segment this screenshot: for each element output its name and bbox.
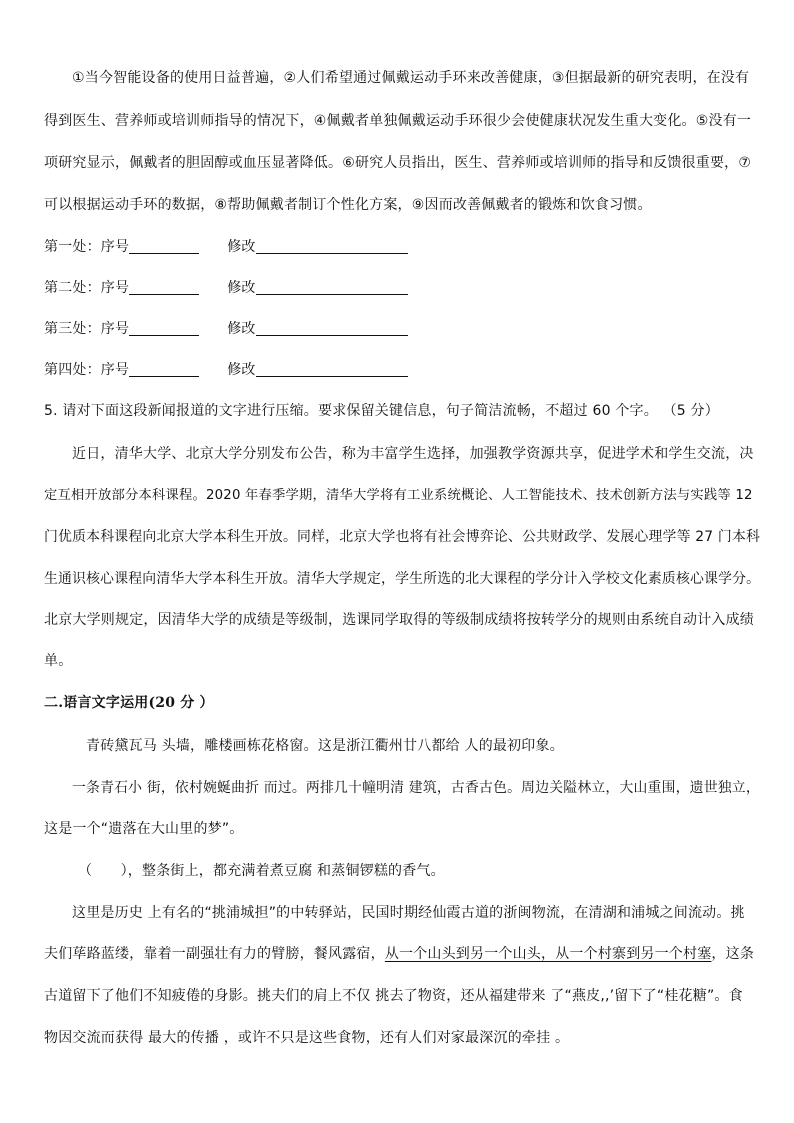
modify-blank[interactable] <box>256 362 408 377</box>
question5-prompt: 5. 请对下面这段新闻报道的文字进行压缩。要求保留关键信息，句子简洁流畅，不超过 60 个字。 （5 分） <box>44 403 719 419</box>
answer-row <box>44 278 408 298</box>
question5-line: 北京大学则规定，因清华大学的成绩是等级制，选课同学取得的等级制成绩将按转学分的规则由系统自动计入成绩 <box>44 612 754 628</box>
section2-paragraph-2-line-2: 这是一个“遗落在大山里的梦”。 <box>44 821 244 837</box>
section2-paragraph-4-line-1: 这里是历史 上有名的“挑浦城担”的中转驿站，民国时期经仙霞古道的浙闽物流，在清湖和浦城之间流动。挑 <box>72 905 745 921</box>
answer-row-modify: 修改 <box>227 239 256 255</box>
underlined-phrase: 从一个山头到另一个山头，从一个村寨到另一个村塞 <box>384 946 712 962</box>
passage1-line-1: ①当今智能设备的使用日益普遍，②人们希望通过佩戴运动手环来改善健康，③但据最新的研究表明，在没有 <box>72 70 750 86</box>
answer-row <box>44 360 408 380</box>
question5-line: 生通识核心课程向清华大学本科生开放。清华大学规定，学生所选的北大课程的学分计入学校文化素质核心课学分。 <box>44 571 761 587</box>
answer-row-modify: 修改 <box>227 321 256 337</box>
serial-blank[interactable] <box>129 321 199 336</box>
passage1-line-3: 项研究显示，佩戴者的胆固醇或血压显著降低。⑥研究人员指出，医生、营养师或培训师的指导和反馈很重要，⑦ <box>44 155 752 171</box>
section2-paragraph-3: （ ），整条街上，都充满着煮豆腐 和蒸铜锣糕的香气。 <box>78 863 445 879</box>
question5-line: 定互相开放部分本科课程。2020 年春季学期，清华大学将有工业系统概论、人工智能技术、技术创新方法与实践等 12 <box>44 488 753 503</box>
question5-line: 近日，清华大学、北京大学分别发布公告，称为丰富学生选择，加强教学资源共享，促进学术和学生交流，决 <box>72 446 754 462</box>
answer-row <box>44 319 408 339</box>
passage1-line-2: 得到医生、营养师或培训师指导的情况下，④佩戴者单独佩戴运动手环很少会使健康状况发生重大变化。⑤没有一 <box>44 113 752 129</box>
serial-blank[interactable] <box>129 280 199 295</box>
answer-row-label: 第三处：序号 <box>44 321 130 337</box>
section2-paragraph-4-line-4: 物因交流而获得 最大的传播 ，或许不只是这些食物，还有人们对家最深沉的牵挂 。 <box>44 1030 570 1046</box>
question5-line: 门优质本科课程向北京大学本科生开放。同样，北京大学也将有社会博弈论、公共财政学、发展心理学等 27 门本科 <box>44 529 761 545</box>
section2-paragraph-4-line-2 <box>44 944 754 964</box>
modify-blank[interactable] <box>256 280 408 295</box>
modify-blank[interactable] <box>256 239 408 254</box>
passage1-line-4: 可以根据运动手环的数据，⑧帮助佩戴者制订个性化方案，⑨因而改善佩戴者的锻炼和饮食习惯。 <box>44 197 652 213</box>
p4-line2-pre: 夫们荜路蓝缕，靠着一副强壮有力的臂膀，餐风露宿， <box>44 946 385 962</box>
answer-row-modify: 修改 <box>227 280 256 296</box>
section2-paragraph-2-line-1: 一条青石小 街，依村婉蜒曲折 而过。两排几十幢明清 建筑，古香古色。周边关隘林立，大山重围，遗世独立， <box>72 780 760 796</box>
p4-line2-post: ，这条 <box>711 946 755 962</box>
answer-row-modify: 修改 <box>227 362 256 378</box>
section2-paragraph-1: 青砖黛瓦马 头墙，雕楼画栋花格窗。这是浙江衢州廿八都给 人的最初印象。 <box>86 738 564 754</box>
question5-line: 单。 <box>44 653 73 669</box>
answer-row-label: 第二处：序号 <box>44 280 130 296</box>
answer-row-label: 第四处：序号 <box>44 362 130 378</box>
answer-row-label: 第一处：序号 <box>44 239 130 255</box>
section2-paragraph-4-line-3: 古道留下了他们不知疲倦的身影。挑夫们的肩上不仅 挑去了物资，还从福建带来 了“燕皮,,’留下了“桂花糖”。食 <box>44 988 743 1004</box>
serial-blank[interactable] <box>129 239 199 254</box>
section2-heading: 二.语言文字运用(20 分 ） <box>44 695 214 711</box>
serial-blank[interactable] <box>129 362 199 377</box>
modify-blank[interactable] <box>256 321 408 336</box>
answer-row <box>44 237 408 257</box>
